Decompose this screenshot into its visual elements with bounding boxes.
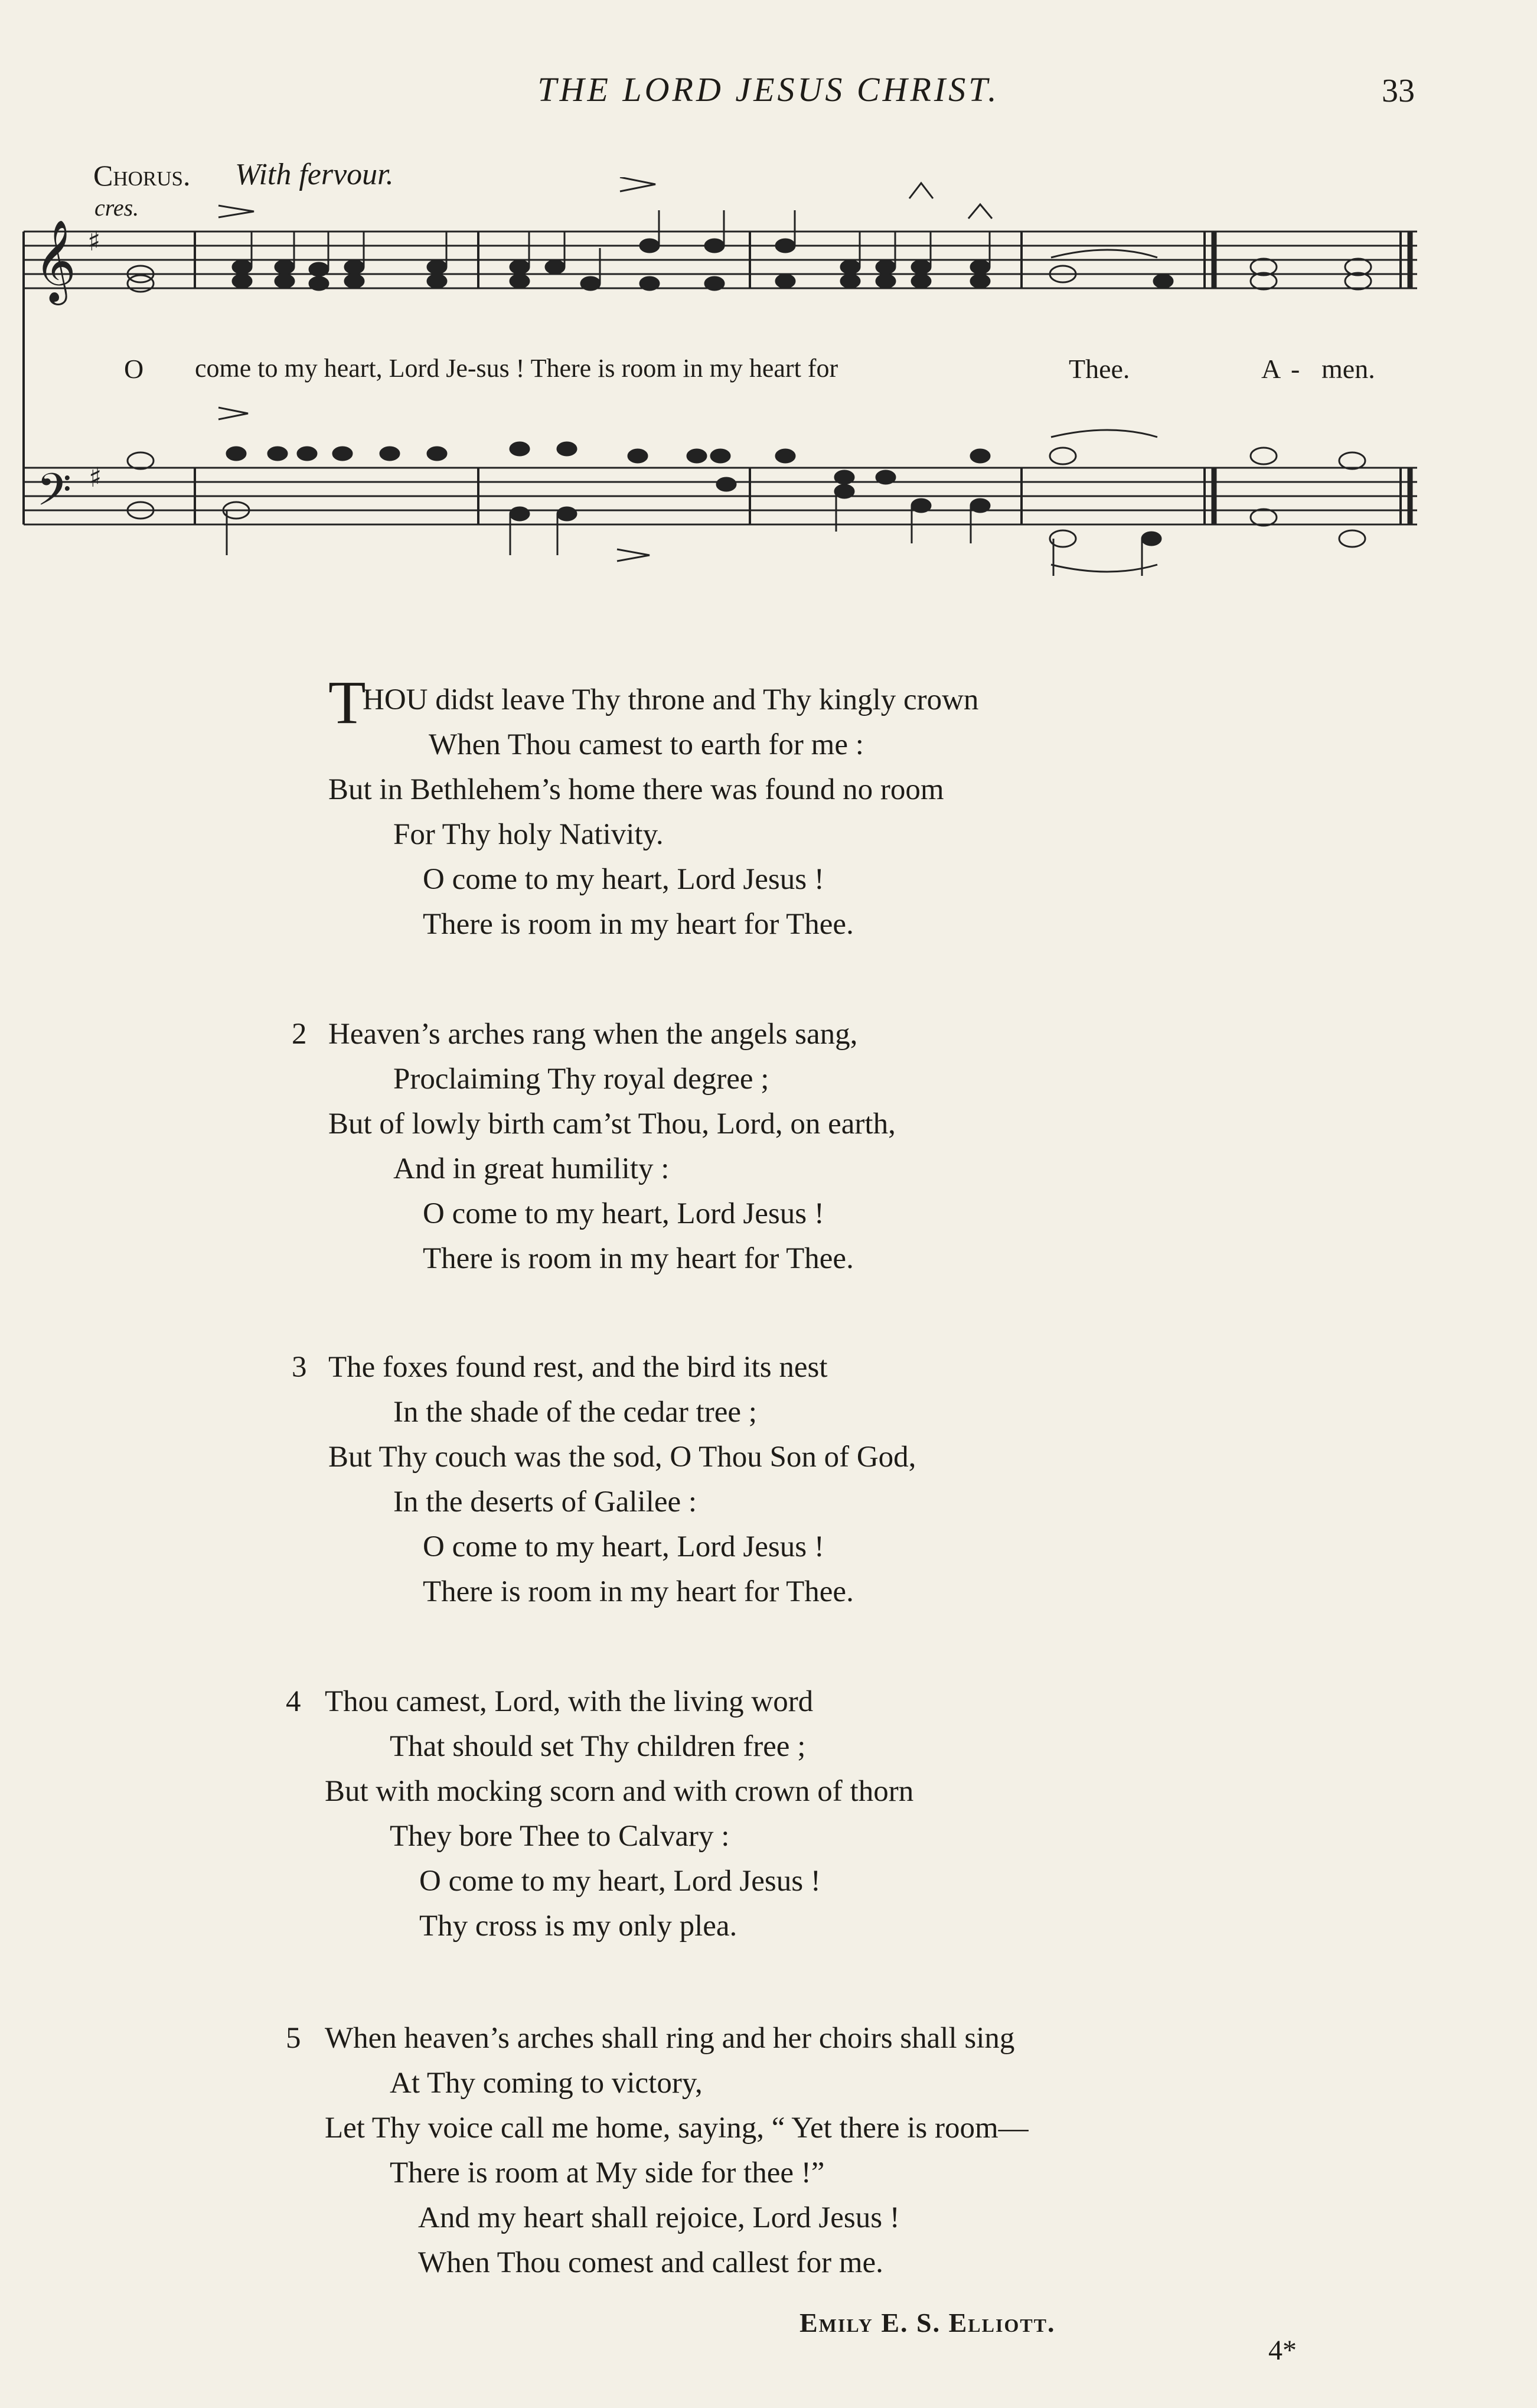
dynamic-marking: cres.	[94, 194, 139, 221]
verse-number: 5	[286, 2022, 301, 2055]
lyric-a: A	[1261, 354, 1281, 384]
verse-line: O come to my heart, Lord Jesus !	[423, 1197, 824, 1230]
verse-line: In the shade of the cedar tree ;	[393, 1396, 757, 1429]
verse-line: There is room in my heart for Thee.	[423, 1242, 854, 1275]
verse-line: But of lowly birth cam’st Thou, Lord, on earth,	[328, 1107, 896, 1141]
verse-line: The foxes found rest, and the bird its nest	[328, 1351, 828, 1384]
lyric-dash: -	[1291, 354, 1300, 384]
page-number: 33	[1382, 73, 1415, 109]
treble-clef: 𝄞	[34, 220, 76, 302]
verse-number: 3	[292, 1351, 307, 1384]
signature-mark: 4*	[1268, 2335, 1297, 2366]
verse-line: O come to my heart, Lord Jesus !	[419, 1865, 821, 1898]
verse-line: There is room in my heart for Thee.	[423, 908, 854, 941]
drop-cap: T	[328, 669, 366, 737]
verse-line: At Thy coming to victory,	[390, 2067, 703, 2100]
verse-line: But Thy couch was the sod, O Thou Son of God,	[328, 1441, 916, 1474]
verse-line: And my heart shall rejoice, Lord Jesus !	[418, 2201, 900, 2234]
music-score	[0, 177, 1537, 602]
verse-line: O come to my heart, Lord Jesus !	[423, 863, 824, 896]
author-credit: Emily E. S. Elliott.	[799, 2308, 1056, 2338]
verse-line: HOU didst leave Thy throne and Thy kingly crown	[363, 683, 979, 716]
verse-line: And in great humility :	[393, 1152, 670, 1185]
verse-line: That should set Thy children free ;	[390, 1730, 806, 1763]
verse-number: 4	[286, 1685, 301, 1718]
verse-line: Thy cross is my only plea.	[419, 1910, 738, 1943]
lyric-o: O	[124, 354, 144, 384]
verse-line: O come to my heart, Lord Jesus !	[423, 1530, 824, 1563]
verse-line: For Thy holy Nativity.	[393, 818, 664, 851]
lyric-thee: Thee.	[1069, 354, 1130, 384]
key-signature-treble: ♯	[87, 225, 101, 257]
lyric-main: come to my heart, Lord Je-sus ! There is room in my heart for	[195, 354, 838, 383]
chorus-label: Chorus.	[93, 159, 191, 192]
verse-line: Let Thy voice call me home, saying, “ Yet there is room—	[325, 2112, 1029, 2145]
verse-line: They bore Thee to Calvary :	[390, 1820, 730, 1853]
verse-line: When Thou comest and callest for me.	[418, 2246, 883, 2279]
verse-line: When heaven’s arches shall ring and her choirs shall sing	[325, 2022, 1015, 2055]
bass-clef: 𝄢	[37, 464, 72, 527]
verse-line: When Thou camest to earth for me :	[429, 728, 864, 761]
verse-line: Heaven’s arches rang when the angels sang,	[328, 1018, 858, 1051]
key-signature-bass: ♯	[89, 461, 102, 493]
verse-line: There is room in my heart for Thee.	[423, 1575, 854, 1608]
bass-staff	[24, 468, 1417, 524]
verse-line: But in Bethlehem’s home there was found no room	[328, 773, 944, 806]
verse-line: In the deserts of Galilee :	[393, 1485, 697, 1519]
verse-line: But with mocking scorn and with crown of thorn	[325, 1775, 914, 1808]
verse-line: Proclaiming Thy royal degree ;	[393, 1063, 769, 1096]
verse-line: There is room at My side for thee !”	[390, 2156, 825, 2189]
verse-line: Thou camest, Lord, with the living word	[325, 1685, 814, 1718]
bass-stems	[227, 491, 1142, 576]
bass-notes	[128, 442, 1365, 547]
lyric-men: men.	[1321, 354, 1375, 384]
page-title: THE LORD JESUS CHRIST.	[537, 70, 1000, 109]
ties	[1051, 250, 1157, 572]
verse-number: 2	[292, 1018, 307, 1051]
tempo-marking: With fervour.	[235, 158, 394, 191]
